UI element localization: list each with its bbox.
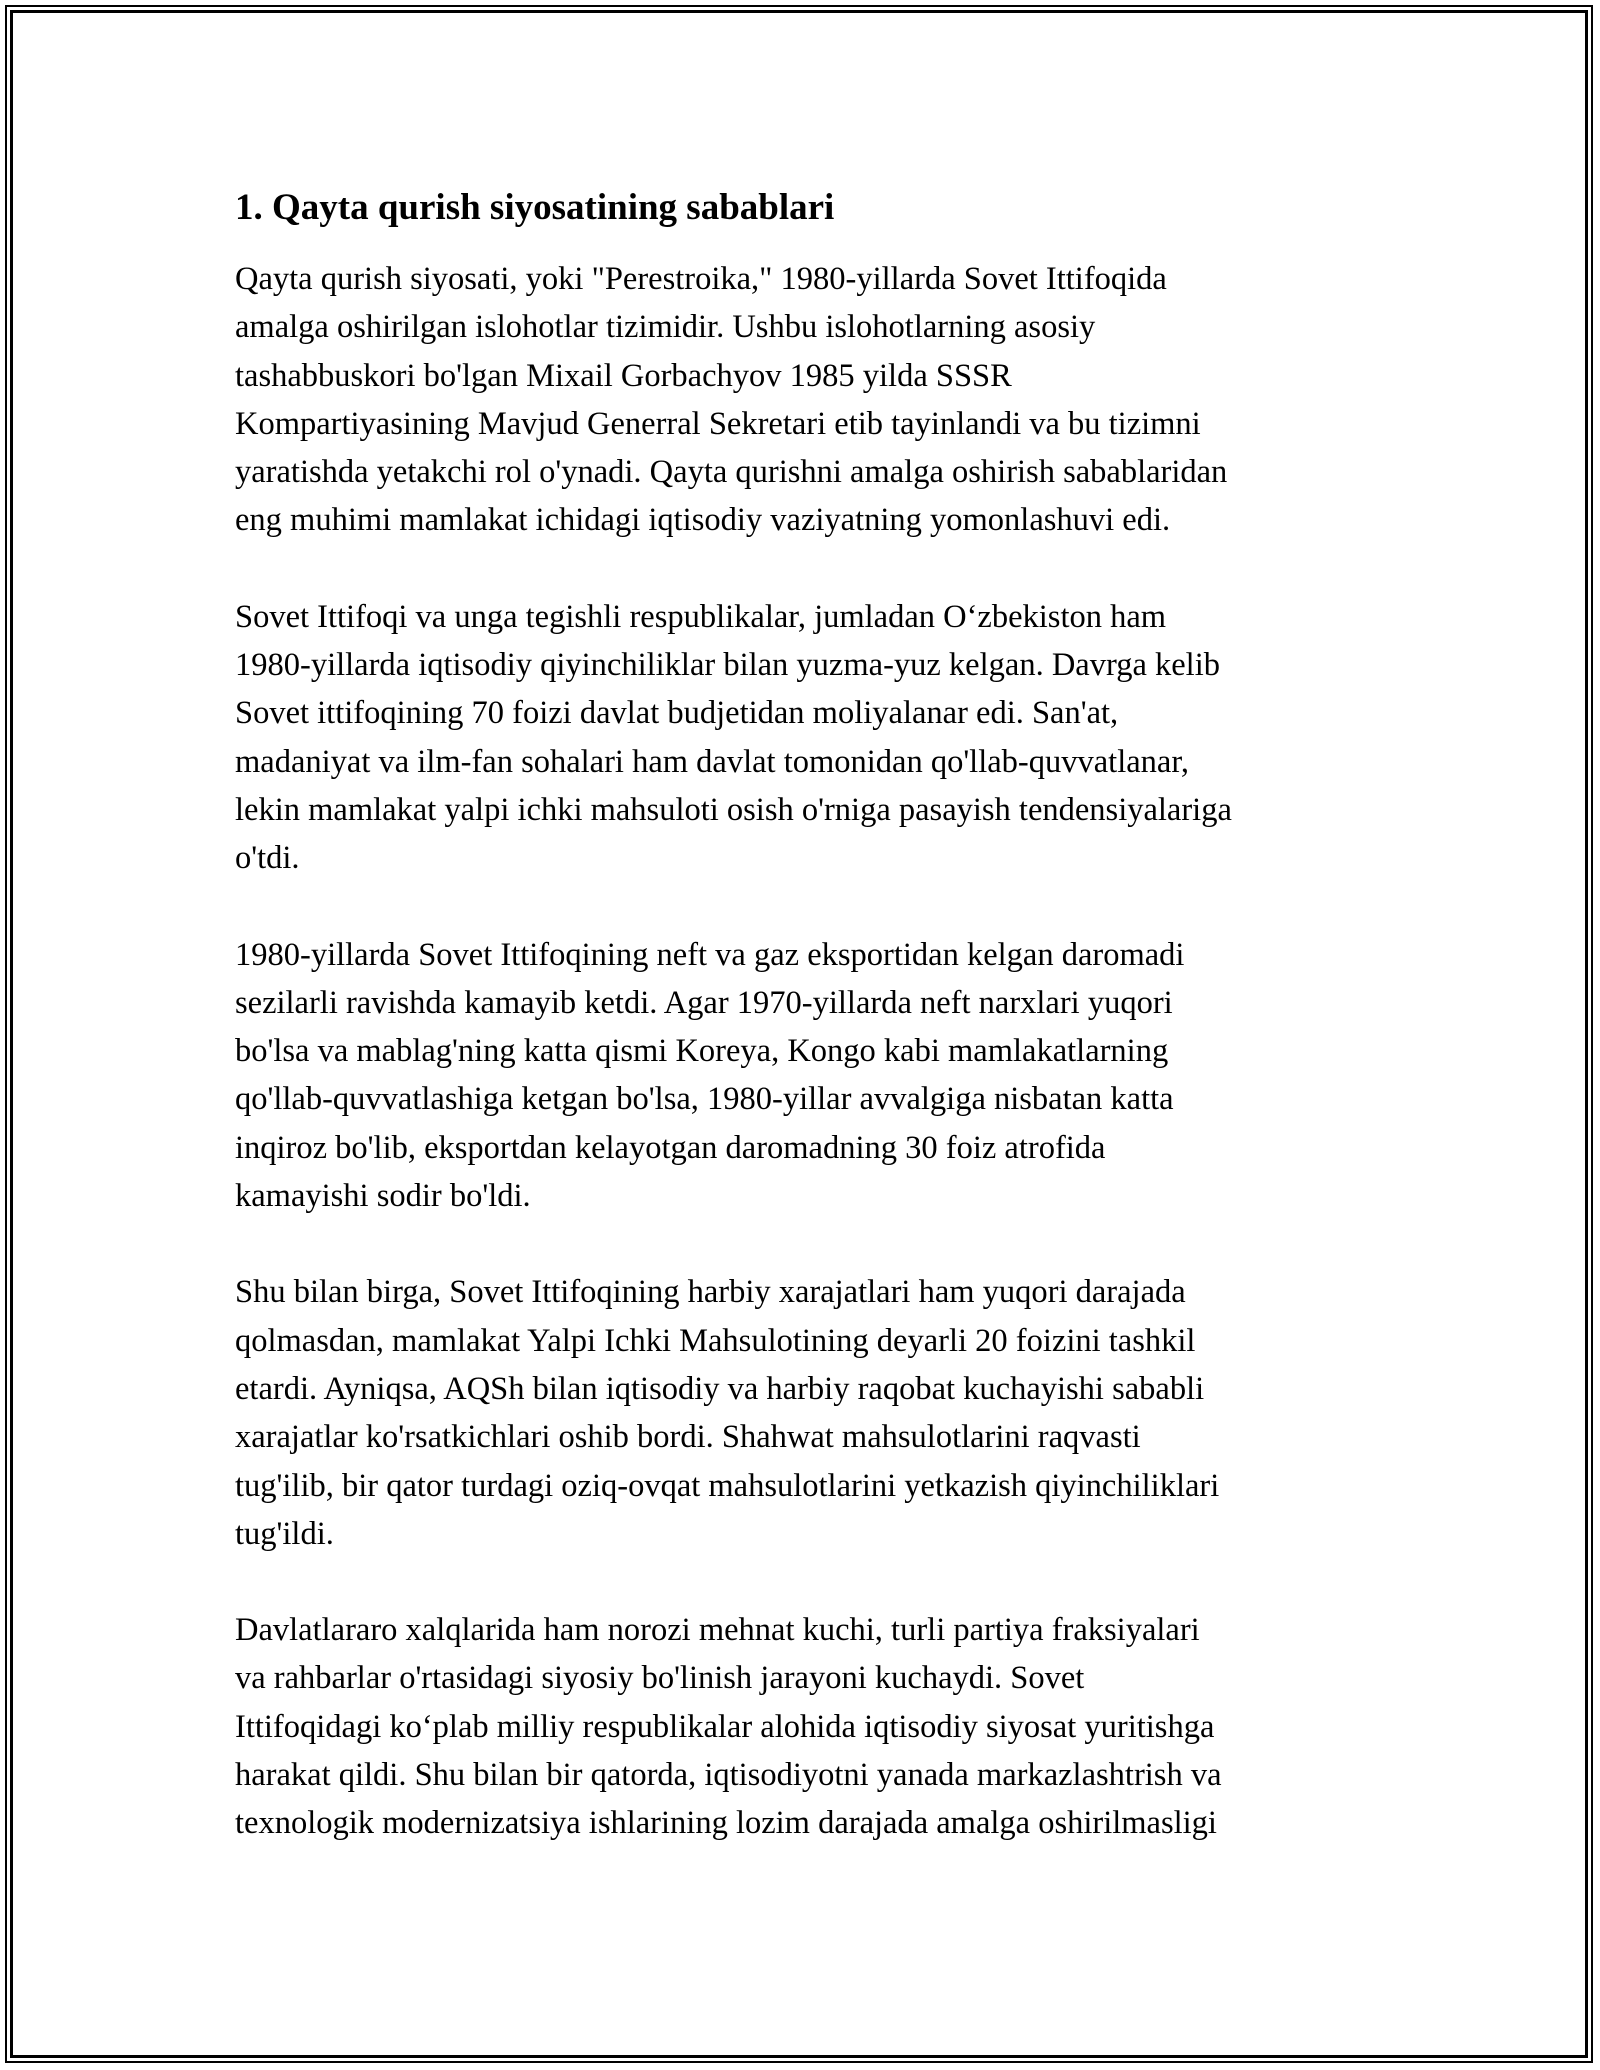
paragraph-2 — [235, 593, 1375, 883]
document-body — [235, 184, 1375, 1896]
text-line: etardi. Ayniqsa, AQSh bilan iqtisodiy va harbiy raqobat kuchayishi sababli — [235, 1370, 1205, 1407]
text-line: va rahbarlar o'rtasidagi siyosiy bo'linish jarayoni kuchaydi. Sovet — [235, 1660, 1085, 1697]
text-line: sezilarli ravishda kamayib ketdi. Agar 1970-yillarda neft narxlari yuqori — [235, 984, 1173, 1021]
text-line: Kompartiyasining Mavjud Generral Sekretari etib tayinlandi va bu tizimni — [235, 405, 1201, 442]
text-line: bo'lsa va mablag'ning katta qismi Koreya, Kongo kabi mamlakatlarning — [235, 1033, 1169, 1070]
text-line: texnologik modernizatsiya ishlarining lozim darajada amalga oshirilmasligi — [235, 1805, 1217, 1842]
text-line: lekin mamlakat yalpi ichki mahsuloti osish o'rniga pasayish tendensiyalariga — [235, 791, 1232, 828]
text-line: eng muhimi mamlakat ichidagi iqtisodiy vaziyatning yomonlashuvi edi. — [235, 502, 1171, 539]
text-line: amalga oshirilgan islohotlar tizimidir. Ushbu islohotlarning asosiy — [235, 309, 1096, 346]
text-line: xarajatlar ko'rsatkichlari oshib bordi. Shahwat mahsulotlarini raqvasti — [235, 1419, 1141, 1456]
text-line: harakat qildi. Shu bilan bir qatorda, iqtisodiyotni yanada markazlashtrish va — [235, 1757, 1222, 1794]
text-line: Qayta qurish siyosati, yoki "Perestroika," 1980-yillarda Sovet Ittifoqida — [235, 261, 1167, 297]
paragraph-3 — [235, 931, 1375, 1221]
text-line: 1980-yillarda Sovet Ittifoqining neft va gaz eksportidan kelgan daromadi — [235, 936, 1185, 973]
section-heading: 1. Qayta qurish siyosatining sabablari — [235, 187, 835, 228]
text-line: Ittifoqidagi ko‘plab milliy respublikalar alohida iqtisodiy siyosat yuritishga — [235, 1708, 1215, 1745]
paragraph-1 — [235, 255, 1375, 545]
text-line: madaniyat va ilm-fan sohalari ham davlat tomonidan qo'llab-quvvatlanar, — [235, 743, 1189, 780]
text-line: tug'ildi. — [235, 1515, 334, 1552]
text-line: qolmasdan, mamlakat Yalpi Ichki Mahsulotining deyarli 20 foizini tashkil — [235, 1322, 1196, 1359]
text-line: kamayishi sodir bo'ldi. — [235, 1178, 531, 1215]
paragraph-4 — [235, 1268, 1375, 1558]
text-line: 1980-yillarda iqtisodiy qiyinchiliklar bilan yuzma-yuz kelgan. Davrga kelib — [235, 647, 1220, 684]
text-line: qo'llab-quvvatlashiga ketgan bo'lsa, 1980-yillar avvalgiga nisbatan katta — [235, 1081, 1174, 1118]
text-line: Sovet Ittifoqi va unga tegishli respublikalar, jumladan O‘zbekiston ham — [235, 598, 1167, 635]
text-line: inqiroz bo'lib, eksportdan kelayotgan daromadning 30 foiz atrofida — [235, 1129, 1106, 1166]
text-line: yaratishda yetakchi rol o'ynadi. Qayta qurishni amalga oshirish sabablaridan — [235, 454, 1228, 491]
text-line: Sovet ittifoqining 70 foizi davlat budjetidan moliyalanar edi. San'at, — [235, 695, 1119, 732]
paragraph-5 — [235, 1606, 1375, 1847]
text-line: tug'ilib, bir qator turdagi oziq-ovqat mahsulotlarini yetkazish qiyinchiliklari — [235, 1467, 1220, 1504]
text-line: Shu bilan birga, Sovet Ittifoqining harbiy xarajatlari ham yuqori darajada — [235, 1274, 1186, 1311]
text-line: Davlatlararo xalqlarida ham norozi mehnat kuchi, turli partiya fraksiyalari — [235, 1612, 1200, 1649]
text-line: tashabbuskori bo'lgan Mixail Gorbachyov 1985 yilda SSSR — [235, 357, 1012, 394]
text-line: o'tdi. — [235, 840, 300, 877]
